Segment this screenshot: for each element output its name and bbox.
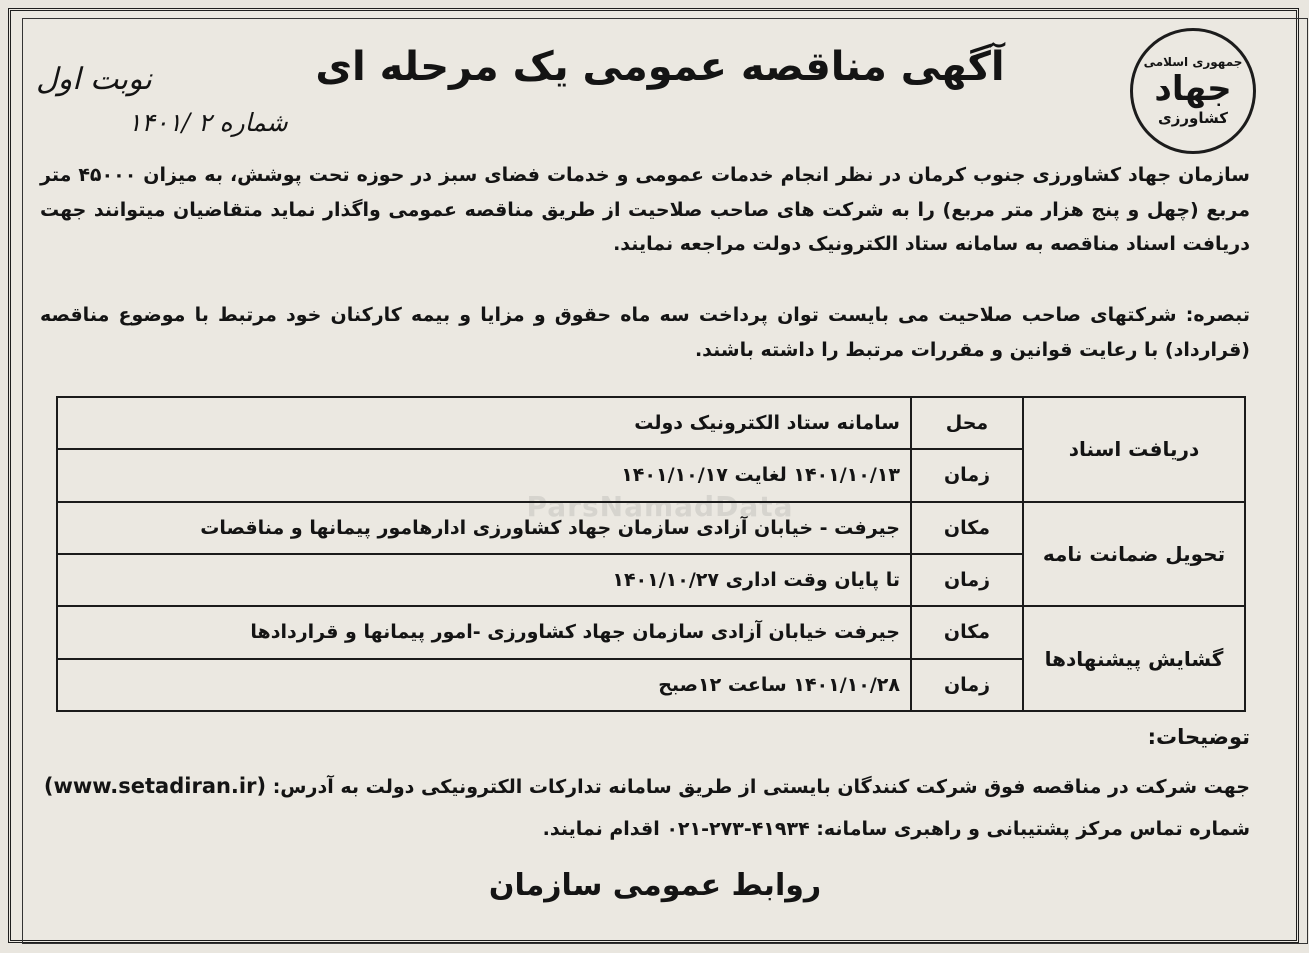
logo-line-2: جهاد	[1154, 69, 1232, 109]
notes-line-1-text: جهت شرکت در مناقصه فوق شرکت کنندگان بایستی از طریق سامانه تدارکات الکترونیکی دولت به آدرس:	[272, 776, 1250, 798]
row-value: ۱۴۰۱/۱۰/۲۸ ساعت ۱۲صبح	[57, 659, 911, 711]
opening-header: گشایش پیشنهادها	[1023, 606, 1245, 711]
receive-docs-header: دریافت اسناد	[1023, 397, 1245, 502]
setadiran-url: (www.setadiran.ir)	[43, 774, 267, 798]
notes-label: توضیحات:	[1147, 725, 1250, 749]
row-label: زمان	[911, 554, 1023, 606]
jahad-keshavarzi-logo	[1130, 28, 1256, 154]
schedule-table	[56, 396, 1246, 712]
turn-label: نوبت اول	[36, 62, 152, 97]
row-value: تا پایان وقت اداری ۱۴۰۱/۱۰/۲۷	[57, 554, 911, 606]
row-label: محل	[911, 397, 1023, 449]
notes-line-1	[40, 774, 1250, 798]
logo-line-1: جمهوری اسلامی	[1143, 55, 1243, 69]
row-value: جیرفت - خیابان آزادی سازمان جهاد کشاورزی ادارهامور پیمانها و مناقصات	[57, 502, 911, 554]
guarantee-header: تحویل ضمانت نامه	[1023, 502, 1245, 607]
table-row	[57, 502, 1245, 554]
row-label: مکان	[911, 502, 1023, 554]
notes-line-2: شماره تماس مرکز پشتیبانی و راهبری سامانه: ۴۱۹۳۴-۲۷۳-۰۲۱ اقدام نمایند.	[542, 818, 1250, 840]
row-label: مکان	[911, 606, 1023, 658]
logo-line-3: کشاورزی	[1158, 109, 1228, 127]
row-label: زمان	[911, 449, 1023, 501]
row-label: زمان	[911, 659, 1023, 711]
page-title: آگهی مناقصه عمومی یک مرحله ای	[315, 44, 1005, 90]
signature: روابط عمومی سازمان	[488, 868, 822, 903]
table-row	[57, 606, 1245, 658]
row-value: سامانه ستاد الکترونیک دولت	[57, 397, 911, 449]
notice-number: شماره ۲ /۱۴۰۱	[128, 108, 288, 137]
note-paragraph: تبصره: شرکتهای صاحب صلاحیت می بایست توان پرداخت سه ماه حقوق و مزایا و بیمه کارکنان خود مرتبط با موضوع مناقصه (قرارداد) با رعایت قوانین و مقررات مرتبط را داشته باشند.	[40, 304, 1250, 361]
row-value: جیرفت خیابان آزادی سازمان جهاد کشاورزی -امور پیمانها و قراردادها	[57, 606, 911, 658]
main-paragraph: سازمان جهاد کشاورزی جنوب کرمان در نظر انجام خدمات عمومی و خدمات فضای سبز در حوزه تحت پوشش، به میزان ۴۵۰۰۰ متر مربع (چهل و پنج هزار متر مربع) را به شرکت های صاحب صلاحیت از طریق مناقصه عمومی واگذار نماید متقاضیان میتوانند جهت دریافت اسناد مناقصه به سامانه ستاد الکترونیک دولت مراجعه نمایند.	[40, 164, 1250, 255]
row-value: ۱۴۰۱/۱۰/۱۳ لغایت ۱۴۰۱/۱۰/۱۷	[57, 449, 911, 501]
watermark: ParsNamadData	[526, 490, 794, 523]
table-row	[57, 397, 1245, 449]
